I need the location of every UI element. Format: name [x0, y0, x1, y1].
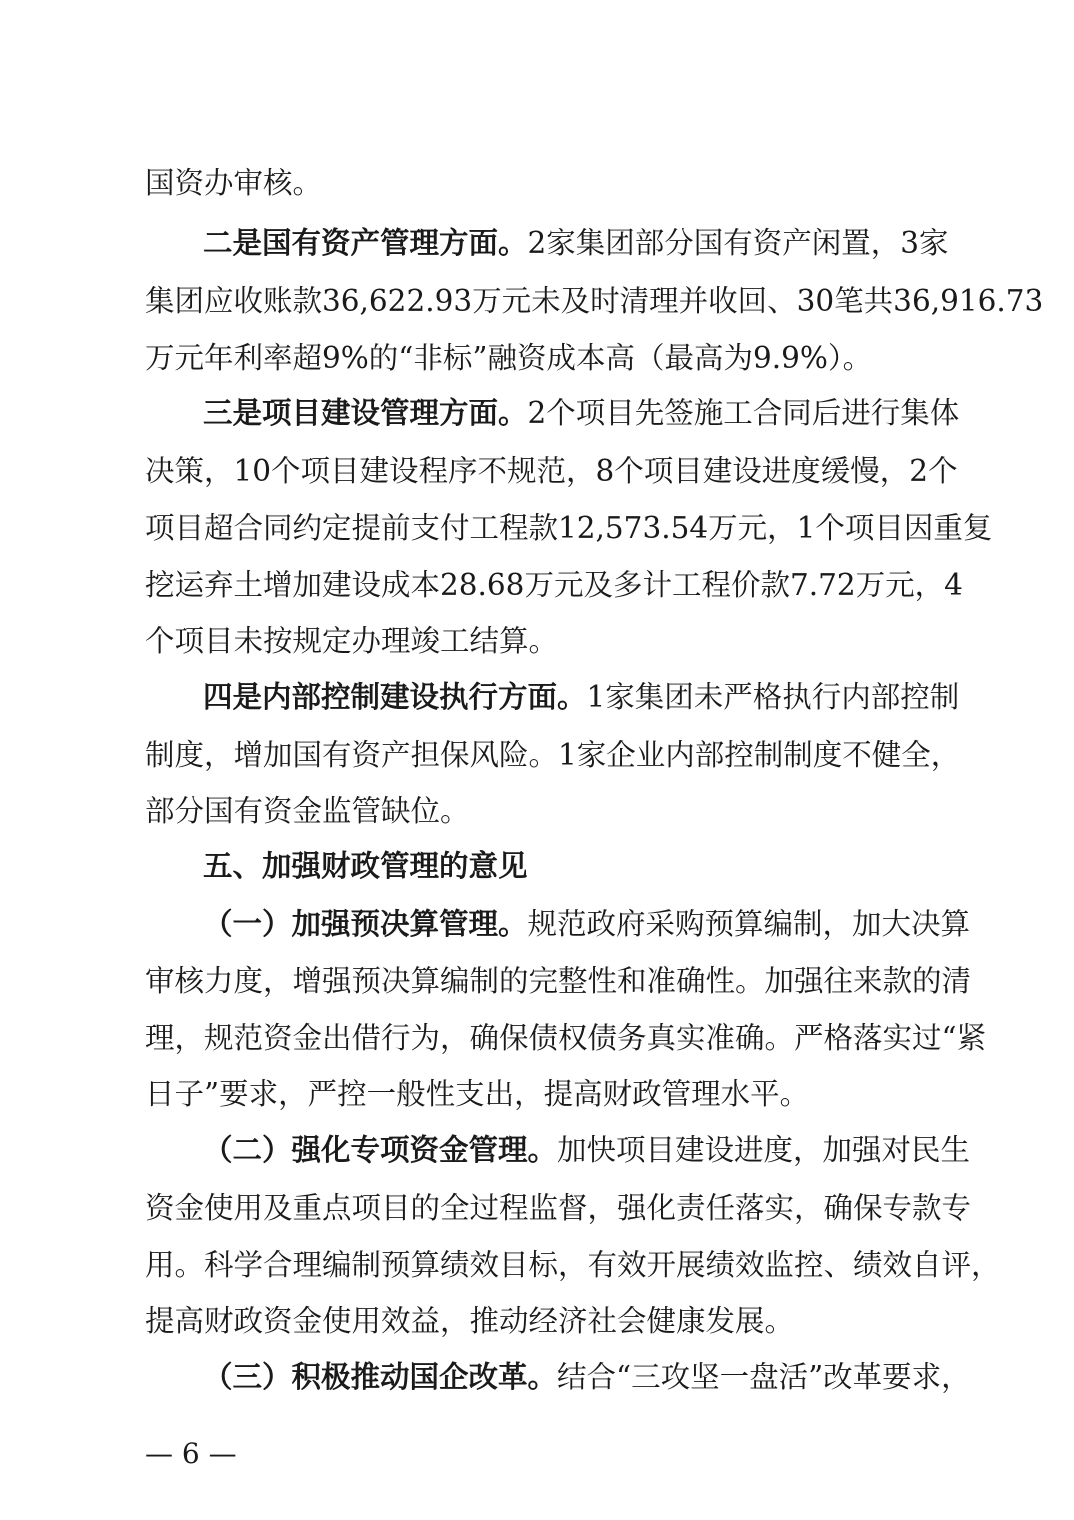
line-text: 万元年利率超9%的“非标”融资成本高（最高为9.9%）。 — [145, 341, 873, 375]
line-text: 决策，10个项目建设程序不规范，8个项目建设进度缓慢，2个 — [145, 454, 958, 488]
line-text: 日子”要求，严控一般性支出，提高财政管理水平。 — [145, 1077, 810, 1111]
bold-lead: （一）加强预决算管理。 — [203, 906, 528, 941]
text-line — [145, 1010, 987, 1066]
line-text: 规范政府采购预算编制，加大决算 — [527, 907, 971, 941]
bold-lead: 三是项目建设管理方面。 — [203, 395, 528, 430]
line-text: 审核力度，增强预决算编制的完整性和准确性。加强往来款的清 — [145, 964, 972, 998]
paragraph-heading-line — [203, 1122, 971, 1178]
text-line — [0, 783, 1074, 839]
section-heading — [0, 838, 1074, 894]
line-text: 用。科学合理编制预算绩效目标，有效开展绩效监控、绩效自评， — [145, 1248, 1001, 1282]
line-text: 资金使用及重点项目的全过程监督，强化责任落实，确保专款专 — [145, 1191, 972, 1225]
text-line — [0, 613, 1074, 669]
line-text: 结合“三攻坚一盘活”改革要求， — [557, 1360, 971, 1394]
line-text: 项目超合同约定提前支付工程款12,573.54万元，1个项目因重复 — [145, 511, 993, 545]
line-text: 国资办审核。 — [145, 166, 323, 200]
text-line — [145, 273, 1044, 329]
line-text: 制度，增加国有资产担保风险。1家企业内部控制制度不健全， — [145, 738, 961, 772]
line-text: 2个项目先签施工合同后进行集体 — [527, 396, 960, 430]
line-text: 1家集团未严格执行内部控制 — [586, 680, 960, 714]
paragraph-heading-line — [203, 896, 971, 952]
text-line — [145, 1180, 972, 1236]
line-text: 挖运弃土增加建设成本28.68万元及多计工程价款7.72万元，4 — [145, 568, 963, 602]
text-line — [145, 727, 961, 783]
line-text: 提高财政资金使用效益，推动经济社会健康发展。 — [145, 1304, 795, 1338]
text-line — [0, 1293, 1074, 1349]
section-title: 五、加强财政管理的意见 — [203, 848, 528, 883]
paragraph-heading-line — [203, 215, 949, 271]
text-line — [145, 500, 993, 556]
line-text: 集团应收账款36,622.93万元未及时清理并收回、30笔共36,916.73 — [145, 284, 1044, 318]
text-line — [0, 330, 1074, 386]
bold-lead: （三）积极推动国企改革。 — [203, 1359, 558, 1394]
paragraph-heading-line — [203, 385, 960, 441]
text-line — [0, 155, 1074, 211]
bold-lead: 四是内部控制建设执行方面。 — [203, 679, 587, 714]
line-text: 加快项目建设进度，加强对民生 — [557, 1133, 971, 1167]
line-text: 个项目未按规定办理竣工结算。 — [145, 624, 559, 658]
line-text: 部分国有资金监管缺位。 — [145, 794, 470, 828]
text-line — [145, 953, 972, 1009]
line-text: 2家集团部分国有资产闲置，3家 — [527, 226, 949, 260]
line-text: 理，规范资金出借行为，确保债权债务真实准确。严格落实过“紧 — [145, 1021, 987, 1055]
text-line — [145, 1237, 1001, 1293]
text-line — [145, 557, 963, 613]
text-line — [145, 443, 958, 499]
bold-lead: （二）强化专项资金管理。 — [203, 1132, 558, 1167]
paragraph-heading-line — [203, 1349, 971, 1405]
page-number: — 6 — — [145, 1437, 237, 1470]
text-line — [0, 1066, 1074, 1122]
bold-lead: 二是国有资产管理方面。 — [203, 225, 528, 260]
paragraph-heading-line — [203, 669, 960, 725]
